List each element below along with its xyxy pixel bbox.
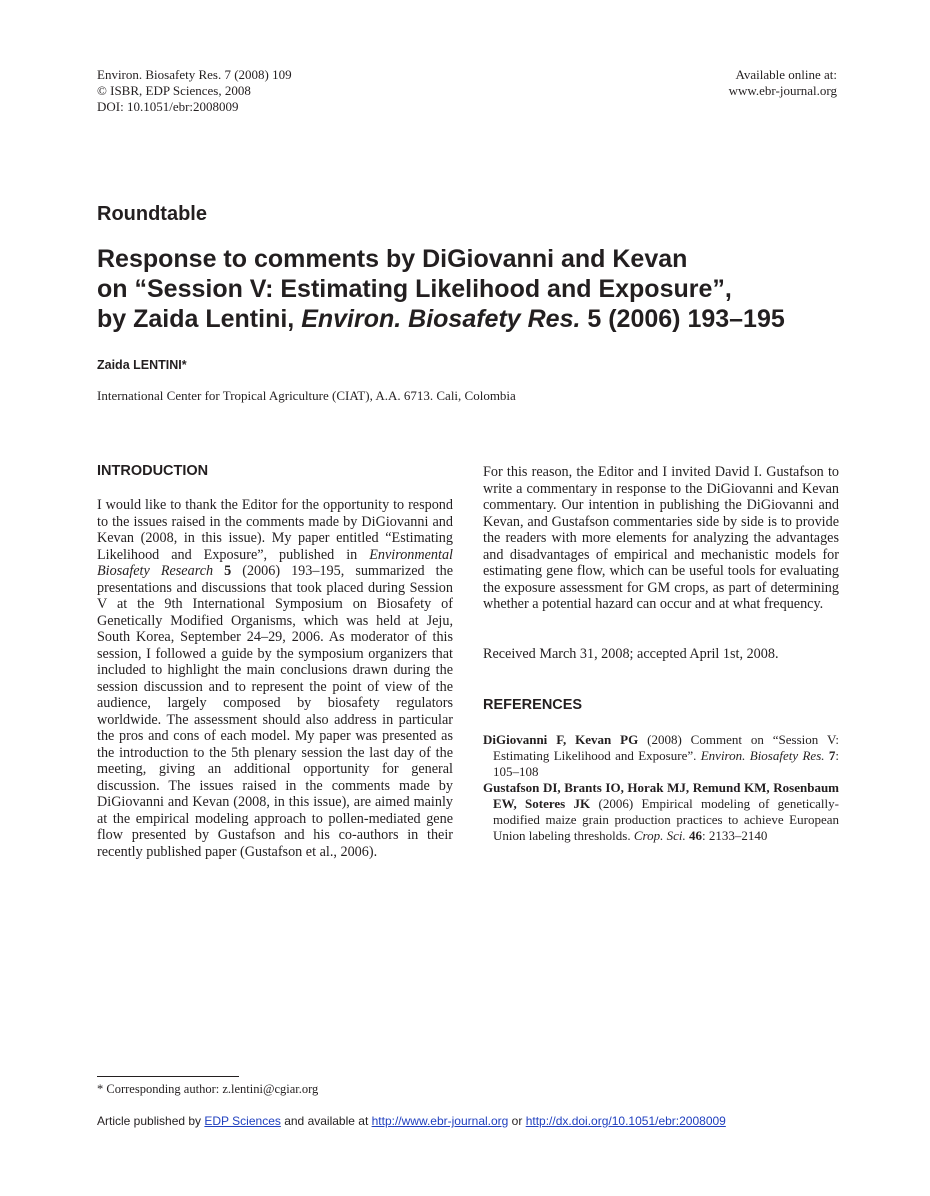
title-journal-italic: Environ. Biosafety Res. (301, 305, 581, 333)
right-column (483, 464, 839, 844)
journal-header-right (729, 67, 837, 99)
section-label: Roundtable (97, 203, 207, 225)
intro-journal-name: Environmental Biosafety Research (97, 546, 453, 579)
edp-sciences-link[interactable]: EDP Sciences (204, 1114, 281, 1128)
reference-volume: 46 (685, 828, 702, 843)
intro-text-part2: (2006) 193–195, summarized the presentations and discussions that took placed during Session V at the 9th International Symposium on Biosafety of Genetically Modified Organisms, which was held at Jeju, South Korea, September 24–29, 2006. As moderator of this session, I followed a guide by the symposium organizers that included to highlight the main conclusions drawn during the session discussion and to represent the point of view of the audience, largely composed by biosafety regulators worldwide. The assessment should also address in particular the pros and cons of each model. My paper was presented as the introduction to the 5th plenary session the last day of the meeting, giving an additional opportunity for general discussion. The issues raised in the comments made by DiGiovanni and Kevan (2008, in this issue), are aimed mainly at the empirical modeling approach to pollen-mediated gene flow presented by Gustafson and his co-authors in their recently published paper (Gustafson et al., 2006). (97, 563, 454, 860)
publisher-line (97, 1114, 726, 1128)
intro-text-part1: I would like to thank the Editor for the opportunity to respond to the issues raised in the comments made by DiGiovanni and Kevan (2008, in this issue). My paper entitled “Estimating Likelihood and Exposure”, published in (97, 497, 453, 563)
reference-authors: DiGiovanni F, Kevan PG (483, 732, 639, 747)
title-line-3-prefix: by Zaida Lentini, (97, 305, 302, 333)
received-dates: Received March 31, 2008; accepted April 1st, 2008. (483, 645, 779, 662)
left-column (97, 463, 453, 860)
reference-item (483, 780, 839, 844)
title-line-1: Response to comments by DiGiovanni and Kevan (97, 245, 688, 273)
reference-journal: Environ. Biosafety Res. (700, 748, 825, 763)
journal-header-left (97, 67, 292, 115)
reference-text: (2006) Empirical modeling of genetically-modified maize grain production practices to achieve European Union labeling thresholds. (493, 796, 839, 843)
reference-text: (2008) Comment on “Session V: Estimating Likelihood and Exposure”. (493, 732, 839, 763)
footnote-divider (97, 1076, 239, 1077)
journal-website: www.ebr-journal.org (728, 83, 837, 98)
publisher-or: or (508, 1114, 526, 1128)
continuation-paragraph: For this reason, the Editor and I invited David I. Gustafson to write a commentary in response to the DiGiovanni and Kevan commentary. Our intention in publishing the DiGiovanni and Kevan, and Gustafson commentaries side by side is to provide the readers with more elements for analyzing the advantages and disadvantages of empirical and mechanistic models for estimating gene flow, which can be useful tools for evaluating the exposure assessment for GM crops, as part of determining whether a potential hazard can occur and at what frequency. (483, 464, 839, 612)
copyright-line: © ISBR, EDP Sciences, 2008 (97, 83, 251, 98)
publisher-middle: and available at (280, 1114, 372, 1128)
title-line-2: on “Session V: Estimating Likelihood and Exposure”, (97, 275, 732, 303)
author-affiliation: International Center for Tropical Agriculture (CIAT), A.A. 6713. Cali, Colombia (97, 388, 516, 403)
reference-item (483, 732, 839, 780)
intro-volume: 5 (213, 563, 232, 579)
reference-journal: Crop. Sci. (633, 828, 686, 843)
title-line-3-suffix: 5 (2006) 193–195 (580, 305, 785, 333)
article-title (97, 244, 857, 334)
publisher-prefix: Article published by (97, 1114, 205, 1128)
corresponding-author-footnote: * Corresponding author: z.lentini@cgiar.org (97, 1082, 319, 1096)
reference-pages: : 2133–2140 (701, 828, 768, 843)
doi-line: DOI: 10.1051/ebr:2008009 (97, 99, 239, 114)
author-name: Zaida LENTINI* (97, 358, 187, 372)
references-heading: REFERENCES (483, 697, 583, 713)
reference-volume: 7 (824, 748, 836, 763)
introduction-heading: INTRODUCTION (97, 463, 209, 479)
journal-url-link[interactable]: http://www.ebr-journal.org (371, 1114, 509, 1128)
available-online-label: Available online at: (735, 67, 837, 82)
reference-pages: : 105–108 (493, 748, 840, 779)
journal-citation: Environ. Biosafety Res. 7 (2008) 109 (97, 67, 292, 82)
doi-url-link[interactable]: http://dx.doi.org/10.1051/ebr:2008009 (525, 1114, 726, 1128)
reference-authors: Gustafson DI, Brants IO, Horak MJ, Remund KM, Rosenbaum EW, Soteres JK (483, 780, 839, 811)
introduction-paragraph (97, 497, 453, 860)
